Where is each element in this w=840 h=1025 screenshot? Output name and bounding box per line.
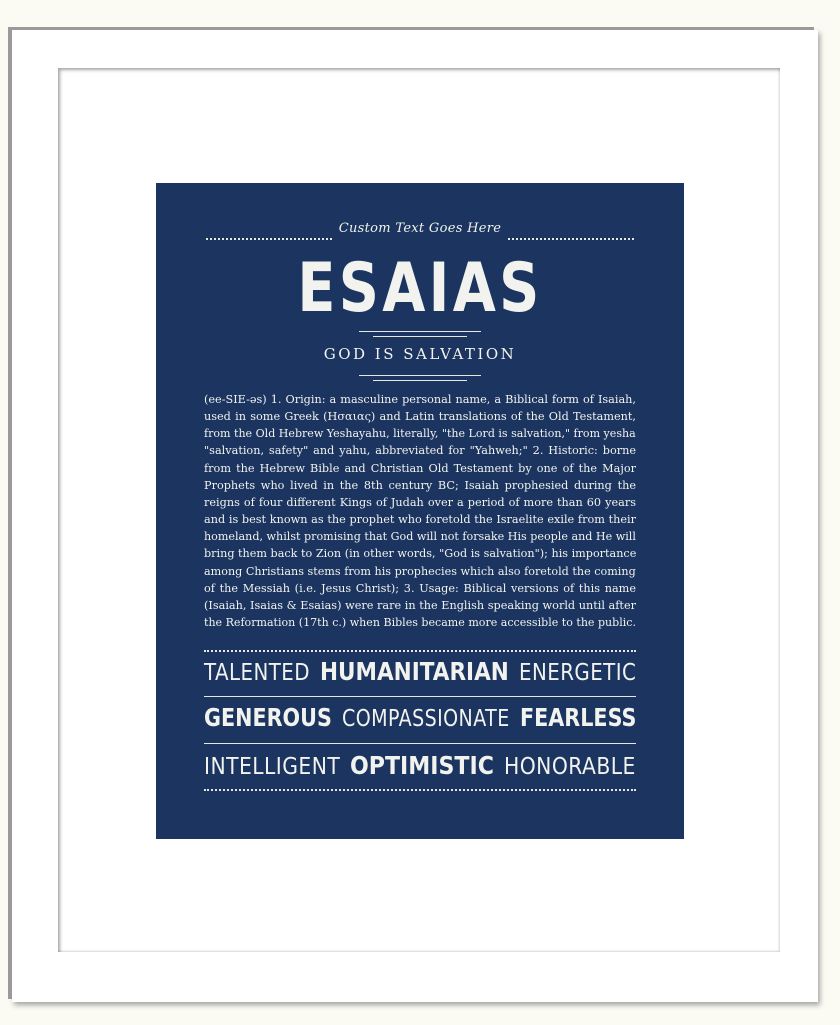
meaning-underline-2: [373, 380, 467, 381]
description-line: the Reformation (17th c.) when Bibles became more accessible to the public.: [204, 616, 637, 630]
trait-word: GENEROUS: [204, 703, 332, 732]
name-meaning: GOD IS SALVATION: [323, 345, 517, 363]
header-dotted-rule-left: [206, 238, 332, 240]
name-underline-2: [373, 336, 467, 337]
description-line: among Christians stems from his prophecies which also foretold the coming: [204, 564, 636, 578]
trait-word: TALENTED: [204, 660, 310, 686]
header-dotted-rule-right: [508, 238, 634, 240]
custom-text: Custom Text Goes Here: [338, 221, 502, 236]
description-line: from the Old Hebrew Yeshayahu, literally, "the Lord is salvation," from yesha: [204, 427, 636, 441]
description-line: homeland, whilst promising that God will not forsake His people and He will: [204, 530, 636, 544]
meaning-underline-1: [359, 375, 481, 376]
description-line: from the Hebrew Bible and Christian Old Testament by one of the Major: [204, 461, 636, 475]
description-line: bring them back to Zion (in other words, "God is salvation"); his importance: [204, 547, 637, 561]
description-line: "salvation, safety" and yahu, abbreviated for "Yahweh;" 2. Historic: borne: [204, 444, 636, 458]
traits-row-2: [204, 703, 636, 732]
trait-word: OPTIMISTIC: [350, 751, 495, 780]
name-title: ESAIAS: [297, 249, 543, 328]
traits-top-dotted-rule: [204, 650, 636, 652]
name-print: [156, 183, 684, 839]
trait-word: HONORABLE: [504, 754, 636, 780]
name-description: [204, 391, 636, 631]
description-line: Prophets who lived in the 8th century BC; Isaiah prophesied during the: [204, 478, 636, 492]
traits-row-3: [204, 751, 636, 780]
name-underline-1: [359, 331, 481, 332]
description-line: reigns of four different Kings of Judah over a period of more than 60 years: [204, 495, 636, 509]
description-line: (ee-SIE-əs) 1. Origin: a masculine personal name, a Biblical form of Isaiah,: [204, 393, 636, 406]
description-line: (Isaiah, Isaias & Esaias) were rare in the English speaking world until after: [204, 598, 636, 612]
trait-word: ENERGETIC: [518, 660, 636, 686]
description-line: used in some Greek (Ησαιας) and Latin translations of the Old Testament,: [204, 410, 636, 424]
description-line: of the Messiah (i.e. Jesus Christ); 3. Usage: Biblical versions of this name: [204, 581, 636, 595]
description-line: and is best known as the prophet who foretold the Israelite exile from their: [204, 513, 636, 527]
trait-word: INTELLIGENT: [204, 754, 341, 780]
traits-row-1: [204, 657, 636, 686]
trait-word: HUMANITARIAN: [319, 657, 509, 686]
trait-word: FEARLESS: [519, 703, 636, 732]
traits-divider-1: [204, 696, 636, 697]
trait-word: COMPASSIONATE: [341, 706, 510, 732]
traits-divider-2: [204, 743, 636, 744]
traits-bottom-dotted-rule: [204, 789, 636, 791]
